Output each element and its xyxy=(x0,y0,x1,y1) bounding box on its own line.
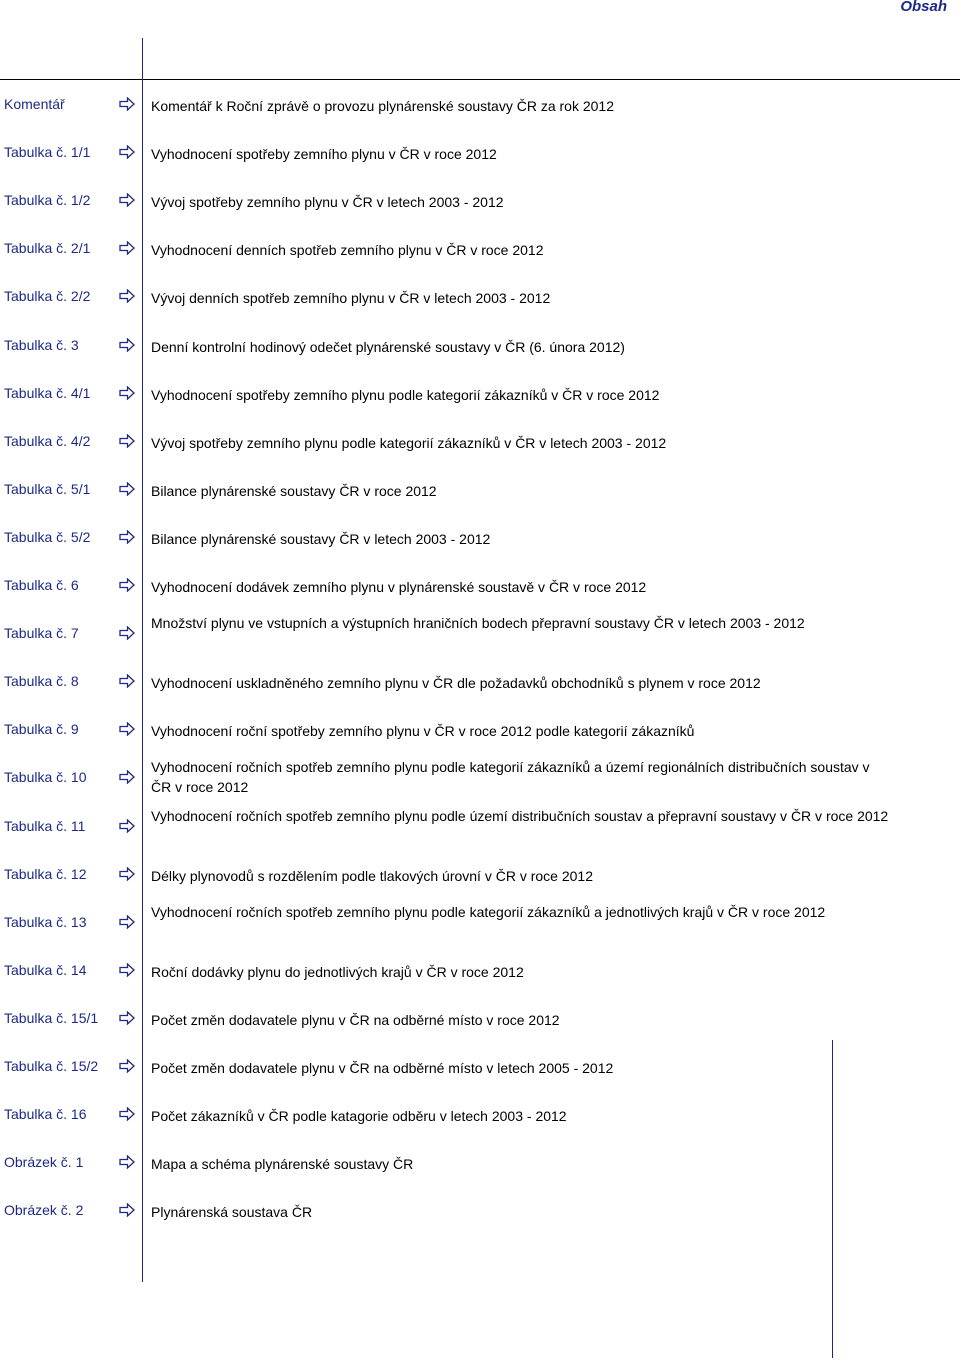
toc-entry-label[interactable]: Tabulka č. 13 xyxy=(4,913,87,930)
hollow-right-arrow-icon xyxy=(119,97,135,111)
toc-entry-label[interactable]: Tabulka č. 10 xyxy=(4,769,87,786)
toc-entry-label[interactable]: Tabulka č. 7 xyxy=(4,625,79,642)
toc-entry-description[interactable]: Denní kontrolní hodinový odečet plynárenské soustavy v ČR (6. února 2012) xyxy=(151,338,625,355)
toc-entry-label[interactable]: Tabulka č. 4/1 xyxy=(4,384,91,401)
toc-entry-description[interactable]: Vyhodnocení spotřeby zemního plynu podle kategorií zákazníků v ČR v roce 2012 xyxy=(151,386,660,403)
toc-entry[interactable] xyxy=(0,1090,950,1138)
toc-entry[interactable] xyxy=(0,224,950,272)
hollow-right-arrow-icon xyxy=(119,819,135,833)
toc-entry[interactable] xyxy=(0,1138,950,1186)
toc-entry-label[interactable]: Tabulka č. 5/1 xyxy=(4,480,91,497)
toc-entry[interactable] xyxy=(0,898,950,946)
hollow-right-arrow-icon xyxy=(119,578,135,592)
toc-entry-label[interactable]: Obrázek č. 1 xyxy=(4,1154,84,1171)
toc-entry[interactable] xyxy=(0,128,950,176)
toc-entry[interactable] xyxy=(0,753,950,801)
hollow-right-arrow-icon xyxy=(119,626,135,640)
hollow-right-arrow-icon xyxy=(119,915,135,929)
toc-entry[interactable] xyxy=(0,609,950,657)
toc-entry-label[interactable]: Tabulka č. 5/2 xyxy=(4,528,91,545)
toc-entry[interactable] xyxy=(0,369,950,417)
toc-entry-label[interactable]: Tabulka č. 3 xyxy=(4,336,79,353)
toc-entry[interactable] xyxy=(0,561,950,609)
hollow-right-arrow-icon xyxy=(119,770,135,784)
hollow-right-arrow-icon xyxy=(119,145,135,159)
toc-entry[interactable] xyxy=(0,946,950,994)
hollow-right-arrow-icon xyxy=(119,674,135,688)
toc-entry[interactable] xyxy=(0,321,950,369)
hollow-right-arrow-icon xyxy=(119,338,135,352)
toc-entry[interactable] xyxy=(0,513,950,561)
toc-entry-description[interactable]: Počet změn dodavatele plynu v ČR na odběrné místo v letech 2005 - 2012 xyxy=(151,1060,614,1076)
toc-entry[interactable] xyxy=(0,272,950,320)
toc-entry-description[interactable]: Množství plynu ve vstupních a výstupních hraničních bodech přepravní soustavy ČR v letech 2003 - 2012 xyxy=(151,615,805,632)
hollow-right-arrow-icon xyxy=(119,482,135,496)
hollow-right-arrow-icon xyxy=(119,241,135,255)
toc-entry-description[interactable]: Mapa a schéma plynárenské soustavy ČR xyxy=(151,1156,414,1173)
toc-entry-label[interactable]: Tabulka č. 8 xyxy=(4,673,79,690)
toc-entry[interactable] xyxy=(0,705,950,753)
toc-entry-label[interactable]: Komentář xyxy=(4,96,65,112)
toc-entry-label[interactable]: Tabulka č. 15/2 xyxy=(4,1058,99,1074)
toc-entry-label[interactable]: Tabulka č. 12 xyxy=(4,865,87,882)
toc-entry-label[interactable]: Tabulka č. 4/2 xyxy=(4,432,91,449)
toc-entry-description[interactable]: Vývoj spotřeby zemního plynu v ČR v letech 2003 - 2012 xyxy=(151,194,504,211)
toc-entry-description[interactable]: Vyhodnocení spotřeby zemního plynu v ČR v roce 2012 xyxy=(151,146,497,163)
toc-entry-label[interactable]: Tabulka č. 2/2 xyxy=(4,288,91,305)
toc-entry-label[interactable]: Tabulka č. 11 xyxy=(4,817,86,834)
toc-entry-label[interactable]: Tabulka č. 15/1 xyxy=(4,1009,99,1026)
toc-entry-description[interactable]: Vyhodnocení ročních spotřeb zemního plynu podle kategorií zákazníků a jednotlivých krajů v ČR v roce 2012 xyxy=(151,903,826,920)
toc-entry-label[interactable]: Tabulka č. 9 xyxy=(4,721,79,738)
hollow-right-arrow-icon xyxy=(119,1203,135,1217)
toc-entry-description[interactable]: Vyhodnocení roční spotřeby zemního plynu v ČR v roce 2012 podle kategorií zákazníků xyxy=(151,723,695,740)
toc-entry-label[interactable]: Tabulka č. 16 xyxy=(4,1106,87,1123)
toc-entry[interactable] xyxy=(0,850,950,898)
toc-entry-label[interactable]: Tabulka č. 6 xyxy=(4,577,79,593)
toc-entry[interactable] xyxy=(0,1186,950,1234)
toc-entry-description[interactable]: Počet změn dodavatele plynu v ČR na odběrné místo v roce 2012 xyxy=(151,1011,560,1028)
hollow-right-arrow-icon xyxy=(119,530,135,544)
hollow-right-arrow-icon xyxy=(119,963,135,977)
hollow-right-arrow-icon xyxy=(119,1155,135,1169)
toc-entry-label[interactable]: Tabulka č. 14 xyxy=(4,961,87,978)
toc-entry-description[interactable]: Vyhodnocení dodávek zemního plynu v plynárenské soustavě v ČR v roce 2012 xyxy=(151,579,647,595)
hollow-right-arrow-icon xyxy=(119,722,135,736)
toc-entry-label[interactable]: Obrázek č. 2 xyxy=(4,1202,84,1219)
toc-entry-label[interactable]: Tabulka č. 1/2 xyxy=(4,192,91,209)
toc-entry-description[interactable]: Vývoj denních spotřeb zemního plynu v ČR v letech 2003 - 2012 xyxy=(151,290,551,307)
toc-entry-description[interactable]: Plynárenská soustava ČR xyxy=(151,1204,313,1221)
toc-entry-description[interactable]: Bilance plynárenské soustavy ČR v roce 2012 xyxy=(151,482,437,499)
hollow-right-arrow-icon xyxy=(119,289,135,303)
toc-entry-description[interactable]: Vyhodnocení ročních spotřeb zemního plynu podle území distribučních soustav a přepravní soustavy v ČR v roce 2012 xyxy=(151,807,889,824)
hollow-right-arrow-icon xyxy=(119,193,135,207)
toc-entry-description[interactable]: Vyhodnocení ročních spotřeb zemního plynu podle kategorií zákazníků a území regionálních distribučních soustav v ČR v roce 2012 xyxy=(151,759,870,796)
hollow-right-arrow-icon xyxy=(119,1059,135,1073)
toc-entry-description[interactable]: Vývoj spotřeby zemního plynu podle kategorií zákazníků v ČR v letech 2003 - 2012 xyxy=(151,434,667,451)
toc-entry-description[interactable]: Počet zákazníků v ČR podle katagorie odběru v letech 2003 - 2012 xyxy=(151,1108,567,1125)
toc-entry-description[interactable]: Roční dodávky plynu do jednotlivých krajů v ČR v roce 2012 xyxy=(151,963,524,980)
toc-entry-description[interactable]: Vyhodnocení denních spotřeb zemního plynu v ČR v roce 2012 xyxy=(151,242,544,259)
hollow-right-arrow-icon xyxy=(119,1011,135,1025)
toc-entry[interactable] xyxy=(0,1042,950,1090)
toc-entry[interactable] xyxy=(0,657,950,705)
hollow-right-arrow-icon xyxy=(119,386,135,400)
hollow-right-arrow-icon xyxy=(119,434,135,448)
toc-entry[interactable] xyxy=(0,417,950,465)
toc-entry[interactable] xyxy=(0,802,950,850)
toc-entry[interactable] xyxy=(0,465,950,513)
toc-entry[interactable] xyxy=(0,994,950,1042)
hollow-right-arrow-icon xyxy=(119,867,135,881)
toc-entry[interactable] xyxy=(0,80,950,128)
hollow-right-arrow-icon xyxy=(119,1107,135,1121)
toc-entry-description[interactable]: Vyhodnocení uskladněného zemního plynu v ČR dle požadavků obchodníků s plynem v roce 2012 xyxy=(151,675,761,692)
toc-entry-description[interactable]: Délky plynovodů s rozdělením podle tlakových úrovní v ČR v roce 2012 xyxy=(151,867,593,884)
page-title: Obsah xyxy=(900,0,947,15)
toc-entry-description[interactable]: Bilance plynárenské soustavy ČR v letech 2003 - 2012 xyxy=(151,530,491,547)
toc-entry-description[interactable]: Komentář k Roční zprávě o provozu plynárenské soustavy ČR za rok 2012 xyxy=(151,98,615,114)
toc-entry-label[interactable]: Tabulka č. 2/1 xyxy=(4,240,91,257)
toc-entry-label[interactable]: Tabulka č. 1/1 xyxy=(4,144,91,161)
toc-entry[interactable] xyxy=(0,176,950,224)
